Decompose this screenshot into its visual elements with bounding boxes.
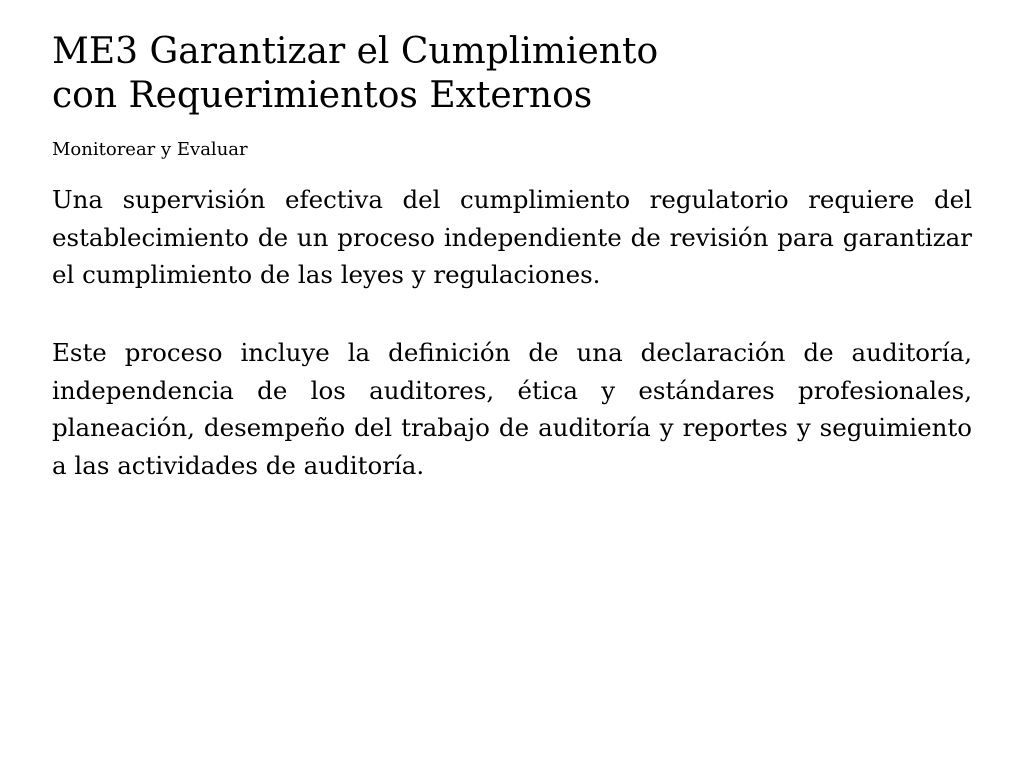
- body-paragraph-1: Una supervisión efectiva del cumplimiento regulatorio requiere del establecimiento de un proceso independiente de revisión para garantizar el cumplimiento de las leyes y regulaciones.: [52, 185, 972, 289]
- slide-title-line-1: ME3 Garantizar el Cumplimiento: [52, 31, 659, 72]
- slide-title: [52, 30, 972, 118]
- slide-subtitle: Monitorear y Evaluar: [52, 139, 248, 160]
- slide-title-line-2: con Requerimientos Externos: [52, 75, 593, 116]
- body-paragraph-2: Este proceso incluye la definición de una declaración de auditoría, independencia de los auditores, ética y estándares profesionales, planeación, desempeño del trabajo de auditoría y reportes y seguimiento a las actividades de auditoría.: [52, 338, 972, 480]
